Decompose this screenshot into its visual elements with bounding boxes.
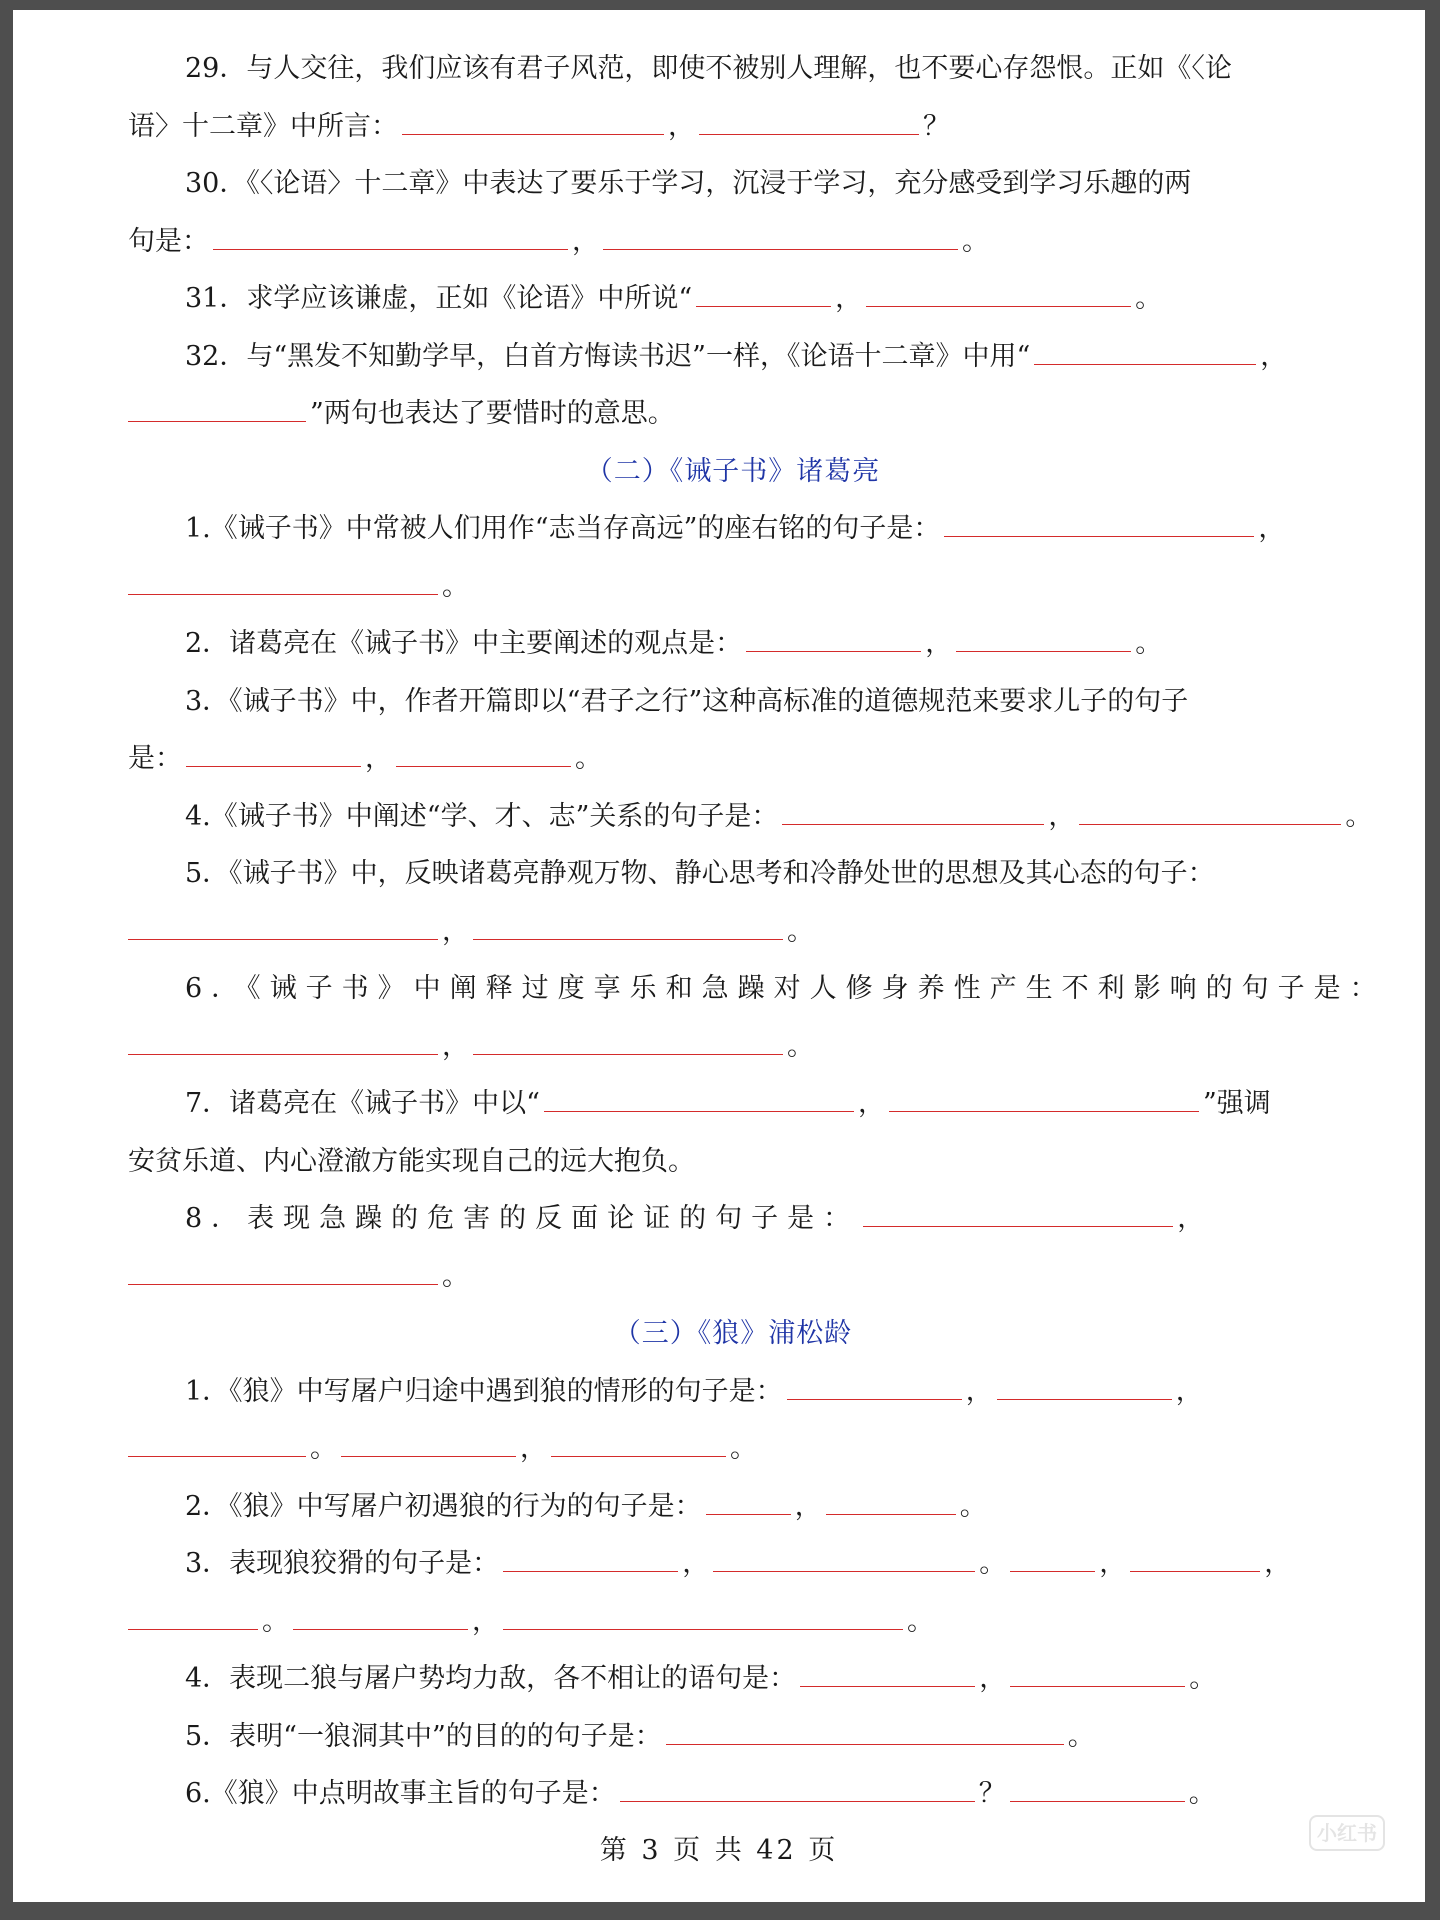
jzs-question-1-line1: 1.《诫子书》中常被人们用作“志当存高远”的座右铭的句子是： ， — [128, 500, 1338, 558]
answer-blank[interactable] — [699, 106, 919, 135]
jzs-question-2: 2．诸葛亮在《诫子书》中主要阐述的观点是： ， 。 — [128, 615, 1338, 673]
answer-blank[interactable] — [128, 1601, 258, 1630]
answer-blank[interactable] — [473, 1026, 783, 1055]
page-number: 第 3 页 共 42 页 — [599, 1835, 839, 1866]
answer-blank[interactable] — [866, 278, 1131, 307]
answer-blank[interactable] — [128, 1256, 438, 1285]
document-body — [128, 40, 1386, 1823]
answer-blank[interactable] — [944, 508, 1254, 537]
answer-blank[interactable] — [782, 796, 1044, 825]
answer-blank[interactable] — [997, 1371, 1172, 1400]
answer-blank[interactable] — [826, 1486, 956, 1515]
question-30-line2: 句是： ， 。 — [128, 213, 1338, 271]
answer-blank[interactable] — [128, 1026, 438, 1055]
lang-question-5: 5．表明“一狼洞其中”的目的的句子是： 。 — [128, 1708, 1338, 1766]
lang-question-4: 4．表现二狼与屠户势均力敌，各不相让的语句是： ， 。 — [128, 1650, 1338, 1708]
answer-blank[interactable] — [551, 1428, 726, 1457]
section-heading-lang: （三）《狼》浦松龄 — [613, 1318, 853, 1349]
jzs-question-7-line2: 安贫乐道、内心澄澈方能实现自己的远大抱负。 — [128, 1145, 695, 1177]
answer-blank[interactable] — [706, 1486, 791, 1515]
jzs-question-5-line2: ， 。 — [128, 903, 1338, 961]
answer-blank[interactable] — [713, 1543, 975, 1572]
watermark-logo: 小红书 — [1309, 1815, 1385, 1851]
question-29-line1: 29．与人交往，我们应该有君子风范，即使不被别人理解，也不要心存怨恨。正如《〈论 — [185, 53, 1232, 84]
answer-blank[interactable] — [800, 1658, 975, 1687]
answer-blank[interactable] — [1010, 1658, 1185, 1687]
answer-blank[interactable] — [1130, 1543, 1260, 1572]
answer-blank[interactable] — [128, 911, 438, 940]
answer-blank[interactable] — [696, 278, 831, 307]
lang-question-3-line1: 3．表现狼狡猾的句子是： ， 。 ， ， — [128, 1535, 1338, 1593]
jzs-question-6-line1: 6．《诫子书》中阐释过度享乐和急躁对人修身养性产生不利影响的句子是： — [185, 973, 1386, 1004]
answer-blank[interactable] — [889, 1083, 1199, 1112]
lang-question-1-line2: 。 ， 。 — [128, 1420, 1338, 1478]
question-30-line1: 30．《〈论语〉十二章》中表达了要乐于学习，沉浸于学习，充分感受到学习乐趣的两 — [185, 168, 1192, 199]
lang-question-1-line1: 1．《狼》中写屠户归途中遇到狼的情形的句子是： ， ， — [128, 1363, 1338, 1421]
answer-blank[interactable] — [128, 1428, 306, 1457]
answer-blank[interactable] — [1079, 796, 1341, 825]
document-page — [13, 10, 1425, 1902]
jzs-question-4: 4.《诫子书》中阐述“学、才、志”关系的句子是： ， 。 — [128, 788, 1338, 846]
question-29-line2: 语〉十二章》中所言： ， ？ — [128, 98, 1338, 156]
answer-blank[interactable] — [396, 738, 571, 767]
answer-blank[interactable] — [603, 221, 958, 250]
answer-blank[interactable] — [186, 738, 361, 767]
answer-blank[interactable] — [503, 1543, 678, 1572]
jzs-question-3-line2: 是： ， 。 — [128, 730, 1338, 788]
answer-blank[interactable] — [402, 106, 664, 135]
answer-blank[interactable] — [341, 1428, 516, 1457]
jzs-question-8-line2: 。 — [128, 1248, 1338, 1306]
answer-blank[interactable] — [1010, 1543, 1095, 1572]
jzs-question-7-line1: 7．诸葛亮在《诫子书》中以“ ， ”强调 — [128, 1075, 1338, 1133]
question-31: 31．求学应该谦虚，正如《论语》中所说“ ， 。 — [128, 270, 1338, 328]
lang-question-2: 2．《狼》中写屠户初遇狼的行为的句子是： ， 。 — [128, 1478, 1338, 1536]
answer-blank[interactable] — [293, 1601, 468, 1630]
question-32-line1: 32．与“黑发不知勤学早，白首方悔读书迟”一样，《论语十二章》中用“ ， — [128, 328, 1338, 386]
answer-blank[interactable] — [956, 623, 1131, 652]
answer-blank[interactable] — [1010, 1773, 1185, 1802]
answer-blank[interactable] — [863, 1198, 1173, 1227]
answer-blank[interactable] — [128, 393, 306, 422]
answer-blank[interactable] — [503, 1601, 903, 1630]
answer-blank[interactable] — [473, 911, 783, 940]
answer-blank[interactable] — [746, 623, 921, 652]
answer-blank[interactable] — [620, 1773, 975, 1802]
lang-question-3-line2: 。 ， 。 — [128, 1593, 1338, 1651]
answer-blank[interactable] — [787, 1371, 962, 1400]
jzs-question-5-line1: 5．《诫子书》中，反映诸葛亮静观万物、静心思考和冷静处世的思想及其心态的句子： — [185, 858, 1215, 889]
watermark — [1309, 1815, 1385, 1851]
lang-question-6: 6.《狼》中点明故事主旨的句子是： ？ 。 — [128, 1765, 1338, 1823]
question-32-line2: ”两句也表达了要惜时的意思。 — [128, 385, 1338, 443]
jzs-question-6-line2: ， 。 — [128, 1018, 1338, 1076]
jzs-question-1-line2: 。 — [128, 558, 1338, 616]
jzs-question-8-line1: 8．表现急躁的危害的反面论证的句子是： ， — [128, 1190, 1338, 1248]
answer-blank[interactable] — [666, 1716, 1064, 1745]
answer-blank[interactable] — [128, 566, 438, 595]
answer-blank[interactable] — [544, 1083, 854, 1112]
section-heading-jiezishu: （二）《诫子书》诸葛亮 — [585, 455, 881, 487]
answer-blank[interactable] — [213, 221, 568, 250]
answer-blank[interactable] — [1034, 336, 1256, 365]
jzs-question-3-line1: 3．《诫子书》中，作者开篇即以“君子之行”这种高标准的道德规范来要求儿子的句子 — [185, 685, 1189, 717]
